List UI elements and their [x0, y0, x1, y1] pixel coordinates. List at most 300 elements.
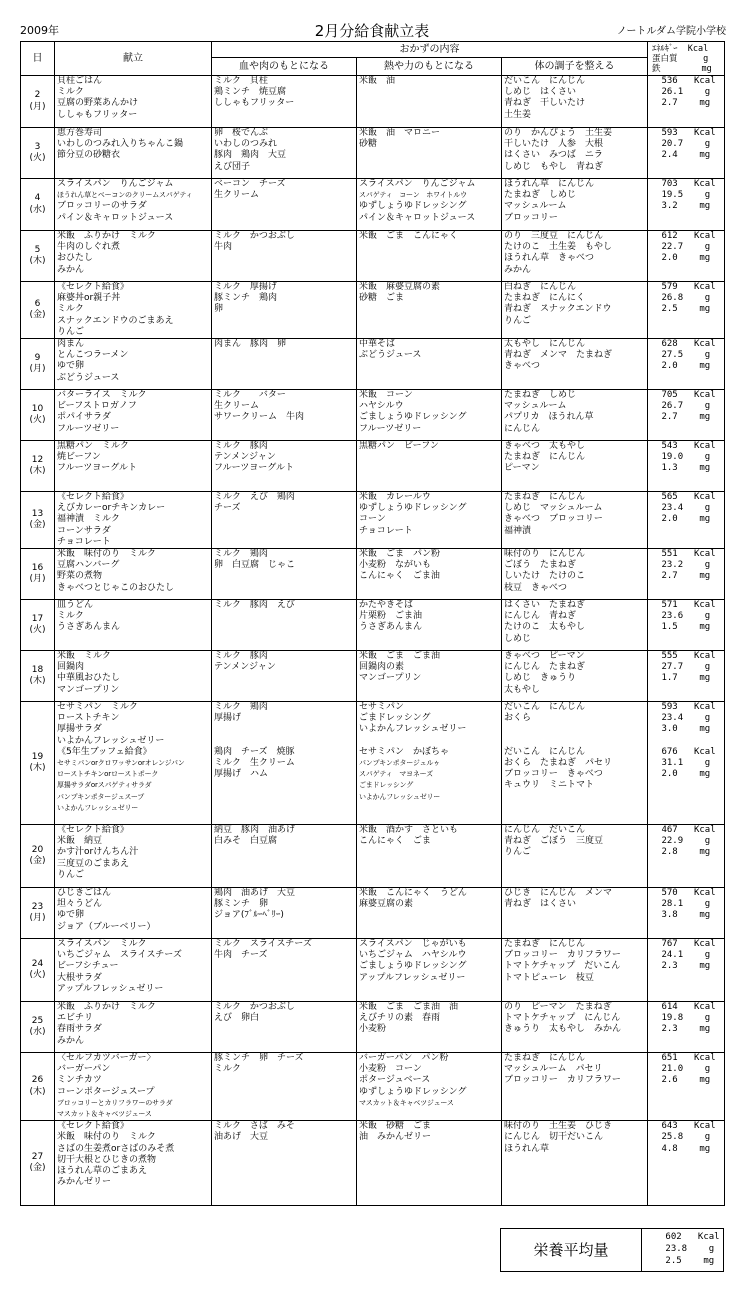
menu-cell-line: 黒糖パン ミルク [57, 441, 129, 452]
green-cell [502, 600, 648, 651]
menu-cell [55, 76, 212, 128]
menu-cell-line: パンプキンポタージュスープ [57, 792, 145, 801]
menu-cell-line: 恵方巻寿司 [57, 128, 103, 138]
day-date: 26 [31, 1075, 44, 1086]
red-cell-line [214, 736, 354, 747]
green-cell [502, 1002, 648, 1053]
red-cell-line: えび 卵白 [214, 1013, 260, 1024]
red-cell [212, 1002, 357, 1053]
yellow-cell-line: スパゲティ マヨネーズ [359, 770, 433, 779]
yellow-cell [357, 492, 502, 549]
day-date: 4 [34, 193, 41, 204]
green-cell-line: にんじん [504, 423, 541, 434]
menu-cell [55, 825, 212, 888]
yellow-cell-line: ゆずしょうゆドレッシング [359, 503, 467, 514]
menu-cell-line: 中華風おひたし [57, 673, 121, 684]
red-cell [212, 1053, 357, 1121]
yellow-cell-line: パイン＆キャロットジュース [359, 212, 476, 223]
red-cell [212, 76, 357, 128]
green-cell-line: トマトケチャップ だいこん [504, 961, 621, 972]
table-row [21, 1121, 725, 1206]
yellow-cell-line: マスカット＆キャベツジュース [359, 1098, 454, 1107]
yellow-cell [357, 1121, 502, 1206]
red-cell-line: ミルク 鶏肉 [214, 702, 268, 713]
table-row [21, 128, 725, 179]
green-cell-line: ほうれん草 [504, 1143, 550, 1154]
col-yellow: 熱や力のもとになる [357, 58, 502, 76]
yellow-cell [357, 651, 502, 702]
red-cell-line: ミルク 鶏肉 [214, 549, 268, 560]
day-weekday: (月) [29, 364, 46, 375]
red-cell-line: ミルク 豚肉 [214, 441, 268, 452]
red-cell-line: いわしのつみれ [214, 139, 278, 150]
yellow-cell-line: チョコレート [359, 525, 413, 536]
green-cell-line: にんじん 青ねぎ [504, 611, 577, 622]
yellow-cell [357, 1053, 502, 1121]
green-cell-line: きゃべつ [504, 361, 541, 372]
menu-cell-line: かす汁orけんちん汁 [57, 847, 139, 858]
menu-cell [55, 179, 212, 231]
yellow-cell-line: 黒糖パン ビーフン [359, 441, 439, 452]
menu-cell-line: セサミパン ミルク [57, 702, 138, 713]
day-date: 16 [31, 562, 44, 573]
menu-cell [55, 390, 212, 441]
yellow-cell [357, 1002, 502, 1053]
table-row [21, 282, 725, 339]
menu-cell-line: ミルク [57, 304, 84, 315]
page-year: 2009年 [20, 24, 59, 37]
nutrition-cell: 643 Kcal 25.8 g 4.8 mg [648, 1121, 725, 1206]
day-cell [21, 888, 55, 939]
menu-cell-line: 節分豆の砂糖衣 [57, 150, 121, 161]
day-weekday: (火) [29, 625, 46, 636]
menu-cell-line: スライスパン ミルク [57, 939, 147, 950]
green-cell-line: はくさい たまねぎ [504, 600, 586, 611]
green-cell [502, 390, 648, 441]
yellow-cell [357, 390, 502, 441]
red-cell-line: 豚肉 鶏肉 大豆 [214, 150, 287, 161]
red-cell [212, 600, 357, 651]
green-cell-line: 味付のり にんじん [504, 549, 586, 560]
green-cell [502, 339, 648, 390]
day-date: 23 [31, 901, 44, 912]
yellow-cell-line: 米飯 ごま ごま油 [359, 651, 441, 662]
table-row [21, 441, 725, 492]
yellow-cell-line: 米飯 カレールウ [359, 492, 431, 503]
col-red: 血や肉のもとになる [212, 58, 357, 76]
red-cell [212, 231, 357, 282]
red-cell [212, 1121, 357, 1206]
day-weekday: (月) [29, 574, 46, 585]
menu-cell [55, 339, 212, 390]
green-cell-line: きゅうり 太もやし みかん [504, 1024, 622, 1035]
day-cell [21, 390, 55, 441]
green-cell-line: ピーマン [504, 463, 540, 474]
yellow-cell-line: いちごジャム ハヤシルウ [359, 950, 467, 961]
menu-cell-line: 皿うどん [57, 600, 94, 611]
green-cell-line: みかん [504, 264, 532, 275]
table-row [21, 549, 725, 600]
average-label: 栄養平均量 [533, 1241, 609, 1259]
menu-cell-line: セサミパンorクロワッサンorオレンジパン [57, 759, 185, 768]
table-row [21, 888, 725, 939]
green-cell-line: しめじ マッシュルーム [504, 503, 603, 514]
nutrition-cell: 467 Kcal 22.9 g 2.8 mg [648, 825, 725, 888]
day-date: 20 [31, 844, 44, 855]
day-date: 19 [31, 751, 44, 762]
day-cell [21, 231, 55, 282]
yellow-cell-line: 回鍋肉の素 [359, 662, 405, 673]
yellow-cell [357, 939, 502, 1002]
menu-cell-line: ぶどうジュース [57, 372, 120, 383]
red-cell-line: ミルク [214, 1064, 241, 1075]
yellow-cell-line: えびチリの素 春雨 [359, 1013, 441, 1024]
red-cell-line: ミルク 豚肉 えび [214, 600, 295, 611]
menu-cell-line: コーンポタージュスープ [57, 1086, 155, 1097]
menu-table [20, 41, 725, 1206]
green-cell [502, 128, 648, 179]
red-cell-line: 納豆 豚肉 油あげ [214, 825, 296, 836]
green-cell [502, 825, 648, 888]
menu-cell-line: 《セレクト給食》 [57, 825, 129, 836]
menu-body [21, 76, 725, 1206]
menu-cell [55, 231, 212, 282]
yellow-cell-line: スライスパン じゃがいも [359, 939, 467, 950]
yellow-cell-line: 米飯 酒かす さといも [359, 825, 459, 836]
menu-cell [55, 888, 212, 939]
red-cell-line: 鶏肉 油あげ 大豆 [214, 888, 296, 899]
yellow-cell-line: コーン [359, 514, 386, 525]
nutrition-cell: 565 Kcal 23.4 g 2.0 mg [648, 492, 725, 549]
day-cell [21, 600, 55, 651]
nutrition-cell: 593 Kcal 20.7 g 2.4 mg [648, 128, 725, 179]
yellow-cell-line: 中華そば [359, 339, 396, 350]
green-cell-line: ほうれん草 にんじん [504, 179, 595, 189]
green-cell-line: にんじん たまねぎ [504, 662, 586, 673]
green-cell-line: たまねぎ しめじ [504, 390, 577, 401]
yellow-cell-line: ゆずしょうゆドレッシング [359, 1086, 467, 1097]
yellow-cell [357, 702, 502, 825]
menu-cell-line: さばの生姜煮orさばのみそ煮 [57, 1143, 175, 1154]
yellow-cell-line: いよかんフレッシュゼリー [359, 724, 467, 735]
yellow-cell-line: 米飯 ごま パン粉 [359, 549, 441, 560]
menu-cell-line: バターライス ミルク [57, 390, 147, 401]
red-cell-line: 牛肉 [214, 242, 233, 253]
menu-cell-line: 米飯 ふりかけ ミルク [57, 231, 156, 241]
menu-cell [55, 1053, 212, 1121]
red-cell [212, 888, 357, 939]
day-date: 27 [31, 1152, 44, 1163]
table-row [21, 939, 725, 1002]
menu-cell-line: アップルフレッシュゼリー [57, 983, 164, 994]
red-cell-line: ミルク えび 鶏肉 [214, 492, 295, 503]
green-cell-line: りんご [504, 315, 532, 326]
menu-cell-line: いわしのつみれ入りちゃんこ鍋 [57, 139, 184, 150]
yellow-cell-line: パンプキンポタージュルゥ [359, 759, 440, 768]
green-cell-line: のり ピーマン たまねぎ [504, 1002, 612, 1013]
yellow-cell-line: かたやきそば [359, 600, 414, 611]
green-cell [502, 179, 648, 231]
green-cell-line: にんじん だいこん [504, 825, 586, 836]
day-cell [21, 1002, 55, 1053]
red-cell-line: ベーコン チーズ [214, 179, 286, 189]
col-okazu: おかずの内容 [212, 42, 648, 58]
menu-cell-line: みかん [57, 1035, 85, 1046]
day-date: 6 [34, 298, 41, 309]
day-cell [21, 939, 55, 1002]
menu-cell-line: 米飯 味付のり ミルク [57, 549, 156, 560]
menu-cell-line: 貝柱ごはん [57, 76, 103, 86]
day-cell [21, 1121, 55, 1206]
green-cell [502, 888, 648, 939]
menu-cell-line: ししゃもフリッター [57, 109, 138, 120]
yellow-cell-line [359, 736, 499, 747]
yellow-cell [357, 282, 502, 339]
yellow-cell-line: セサミパン [359, 702, 405, 713]
green-cell-line: たけのこ 土生姜 もやし [504, 242, 613, 253]
red-cell-line: 鶏肉 チーズ 焼豚 [214, 746, 295, 757]
table-row [21, 339, 725, 390]
menu-cell-line: いちごジャム スライスチーズ [57, 950, 182, 961]
yellow-cell-line: 米飯 ごま こんにゃく [359, 231, 458, 241]
green-cell-line: たまねぎ にんじん [504, 939, 586, 950]
red-cell [212, 282, 357, 339]
green-cell-line: ブロッコリー カリフラワー [504, 950, 621, 961]
red-cell-line: ミルク かつおぶし [214, 231, 295, 241]
menu-cell-line: 坦々うどん [57, 899, 103, 910]
green-cell-line: にんじん 切干だいこん [504, 1132, 604, 1143]
green-cell [502, 76, 648, 128]
red-cell-line: 肉まん 豚肉 卵 [214, 339, 287, 350]
day-date: 2 [34, 90, 41, 101]
green-cell-line: おくら [504, 713, 532, 724]
yellow-cell-line: いよかんフレッシュゼリー [359, 792, 441, 801]
menu-cell-line: 福神漬 ミルク [57, 514, 120, 525]
green-cell-line: たけのこ 太もやし [504, 622, 586, 633]
red-cell-line: ミルク 豚肉 [214, 651, 268, 662]
green-cell [502, 702, 648, 825]
day-weekday: (月) [29, 913, 46, 924]
yellow-cell [357, 888, 502, 939]
day-weekday: (木) [29, 763, 46, 774]
green-cell-line: しめじ きゅうり [504, 673, 577, 684]
table-row [21, 651, 725, 702]
menu-cell-line: ミンチカツ [57, 1075, 102, 1086]
menu-cell-line: 切干大根とひじきの煮物 [57, 1154, 157, 1165]
menu-cell-line: ポパイサラダ [57, 412, 111, 423]
menu-cell-line: 厚揚サラダorスパゲティサラダ [57, 781, 152, 790]
menu-cell [55, 1121, 212, 1206]
day-date: 13 [31, 508, 44, 519]
menu-cell-line: 米飯 味付のり ミルク [57, 1132, 156, 1143]
green-cell-line: 青ねぎ はくさい [504, 899, 577, 910]
nutrition-cell: 651 Kcal 21.0 g 2.6 mg [648, 1053, 725, 1121]
green-cell-line: 太もやし [504, 684, 541, 695]
red-cell-line: ミルク 生クリーム [214, 758, 295, 769]
col-day: 日 [21, 42, 55, 76]
yellow-cell [357, 339, 502, 390]
red-cell [212, 825, 357, 888]
yellow-cell-line: 米飯 砂糖 ごま [359, 1121, 432, 1132]
yellow-cell-line: ごましょうゆドレッシング [359, 412, 467, 423]
green-cell-line: りんご [504, 847, 532, 858]
menu-cell-line: ジョア（ブルーベリー） [57, 921, 156, 932]
table-row [21, 390, 725, 441]
red-cell-line: 豚ミンチ 鶏肉 [214, 293, 278, 304]
green-cell-line: きゃべつ 太もやし [504, 441, 586, 452]
average-nutrition: 602 Kcal 23.8 g 2.5 mg [641, 1229, 723, 1271]
green-cell-line: きゃべつ ピーマン [504, 651, 585, 662]
red-cell-line: 厚揚げ ハム [214, 769, 269, 780]
menu-cell-line: 米飯 納豆 [57, 836, 103, 847]
menu-cell-line: 厚揚サラダ [57, 724, 102, 735]
green-cell-line: しめじ はくさい [504, 87, 577, 98]
red-cell-line: 豚ミンチ 卵 [214, 899, 269, 910]
menu-cell-line: フルーツゼリー [57, 423, 120, 434]
menu-cell-line: ほうれん草とベーコンのクリームスパゲティ [57, 191, 193, 200]
menu-cell-line: 牛肉のしぐれ煮 [57, 242, 121, 253]
day-date: 12 [31, 454, 44, 465]
day-date: 24 [31, 958, 44, 969]
day-cell [21, 492, 55, 549]
day-cell [21, 128, 55, 179]
red-cell [212, 492, 357, 549]
red-cell-line: ミルク かつおぶし [214, 1002, 295, 1013]
table-row [21, 179, 725, 231]
green-cell-line: だいこん にんじん [504, 702, 586, 713]
yellow-cell-line: 片栗粉 ごま油 [359, 611, 423, 622]
menu-cell-line: ミルク [57, 87, 84, 98]
red-cell-line: 油あげ 大豆 [214, 1132, 269, 1143]
green-cell-line: たまねぎ にんじん [504, 1053, 586, 1064]
menu-cell-line: いよかんフレッシュゼリー [57, 735, 165, 746]
yellow-cell-line: ごまドレッシング [359, 713, 431, 724]
green-cell [502, 492, 648, 549]
table-row [21, 825, 725, 888]
nutrition-cell: 593 Kcal 23.4 g 3.0 mg 676 Kcal 31.1 g 2.0 mg [648, 702, 725, 825]
page-title: 2月分給食献立表 [314, 22, 430, 40]
day-cell [21, 549, 55, 600]
green-cell-line: ほうれん草 きゃべつ [504, 253, 595, 264]
green-cell-line: のり 三度豆 にんじん [504, 231, 604, 241]
day-weekday: (水) [29, 204, 46, 215]
green-cell-line [504, 736, 645, 747]
yellow-cell-line: スライスパン りんごジャム [359, 179, 476, 189]
green-cell-line: 福神漬 [504, 525, 532, 536]
red-cell-line: 卵 白豆腐 じゃこ [214, 560, 296, 571]
menu-cell-line: マンゴープリン [57, 684, 120, 695]
yellow-cell-line: ごまドレッシング [359, 781, 414, 790]
day-weekday: (木) [29, 256, 46, 266]
yellow-cell-line: うさぎあんまん [359, 622, 423, 633]
yellow-cell [357, 179, 502, 231]
red-cell [212, 390, 357, 441]
col-menu: 献立 [55, 42, 212, 76]
table-row [21, 1002, 725, 1053]
red-cell-line [214, 724, 354, 735]
nutrition-cell: 555 Kcal 27.7 g 1.7 mg [648, 651, 725, 702]
menu-cell-line: ゆで卵 [57, 361, 85, 372]
day-cell [21, 1053, 55, 1121]
green-cell [502, 1121, 648, 1206]
yellow-cell-line: 米飯 油 マロニー [359, 128, 441, 138]
menu-cell-line: みかん [57, 264, 85, 275]
red-cell-line: 牛肉 チーズ [214, 950, 268, 961]
menu-cell-line: 米飯 ミルク [57, 651, 111, 662]
nutrition-cell: 551 Kcal 23.2 g 2.7 mg [648, 549, 725, 600]
yellow-cell-line: マンゴープリン [359, 673, 422, 684]
menu-cell-line: ローストチキン [57, 713, 120, 724]
green-cell-line: 味付のり 土生姜 ひじき [504, 1121, 613, 1132]
menu-cell-line: 《セレクト給食》 [57, 282, 129, 292]
green-cell-line: 青ねぎ ごぼう 三度豆 [504, 836, 604, 847]
day-date: 18 [31, 664, 44, 675]
table-row [21, 702, 725, 825]
red-cell-line: えび団子 [214, 161, 251, 172]
menu-cell-line: ほうれん草のごまあえ [57, 1166, 148, 1177]
menu-cell-line: 野菜の煮物 [57, 571, 103, 582]
green-cell-line: だいこん にんじん [504, 76, 586, 86]
day-cell [21, 339, 55, 390]
green-cell-line: 青ねぎ メンマ たまねぎ [504, 350, 613, 361]
menu-cell-line: ブロッコリーとカリフラワーのサラダ [57, 1098, 173, 1107]
day-weekday: (金) [29, 856, 46, 867]
green-cell-line: 青ねぎ スナックエンドウ [504, 304, 612, 315]
yellow-cell-line: バーガーパン パン粉 [359, 1053, 449, 1064]
menu-cell [55, 441, 212, 492]
red-cell-line: 生クリーム [214, 401, 260, 412]
menu-cell-line: ローストチキンorローストポーク [57, 770, 159, 779]
day-date: 5 [34, 244, 41, 255]
col-green: 体の調子を整える [502, 58, 648, 76]
green-cell [502, 231, 648, 282]
day-cell [21, 282, 55, 339]
day-weekday: (水) [29, 1027, 46, 1038]
green-cell-line: しいたけ たけのこ [504, 571, 586, 582]
yellow-cell-line: 米飯 コーン [359, 390, 413, 401]
red-cell-line: ミルク 貝柱 [214, 76, 268, 86]
yellow-cell-line: ゆずしょうゆドレッシング [359, 201, 467, 212]
yellow-cell-line: 米飯 ごま ごま油 油 [359, 1002, 459, 1013]
menu-cell-line: 《セレクト給食》 [57, 492, 129, 503]
menu-cell-line: とんこつラーメン [57, 350, 129, 361]
green-cell [502, 1053, 648, 1121]
menu-cell-line: エビチリ [57, 1013, 94, 1024]
menu-cell-line: スライスパン りんごジャム [57, 179, 174, 189]
green-cell-line: たまねぎ にんにく [504, 293, 586, 304]
red-cell-line: 卵 [214, 304, 224, 315]
menu-cell [55, 702, 212, 825]
yellow-cell [357, 231, 502, 282]
green-cell [502, 651, 648, 702]
green-cell [502, 939, 648, 1002]
menu-cell-line: マスカット＆キャベツジュース [57, 1110, 152, 1119]
yellow-cell-line: 麻婆豆腐の素 [359, 899, 414, 910]
menu-cell-line: みかんゼリー [57, 1177, 112, 1188]
green-cell-line: ブロッコリー [504, 212, 558, 223]
red-cell-line: 厚揚げ [214, 713, 242, 724]
menu-cell [55, 492, 212, 549]
menu-cell-line: パイン＆キャロットジュース [57, 212, 174, 223]
nutrition-cell: 767 Kcal 24.1 g 2.3 mg [648, 939, 725, 1002]
yellow-cell-line: 米飯 こんにゃく うどん [359, 888, 467, 899]
red-cell-line: 生クリーム [214, 190, 260, 201]
green-cell-line [504, 724, 645, 735]
menu-cell-line: チョコレート [57, 536, 111, 547]
menu-cell [55, 939, 212, 1002]
red-cell-line: フルーツヨーグルト [214, 463, 295, 474]
yellow-cell [357, 76, 502, 128]
